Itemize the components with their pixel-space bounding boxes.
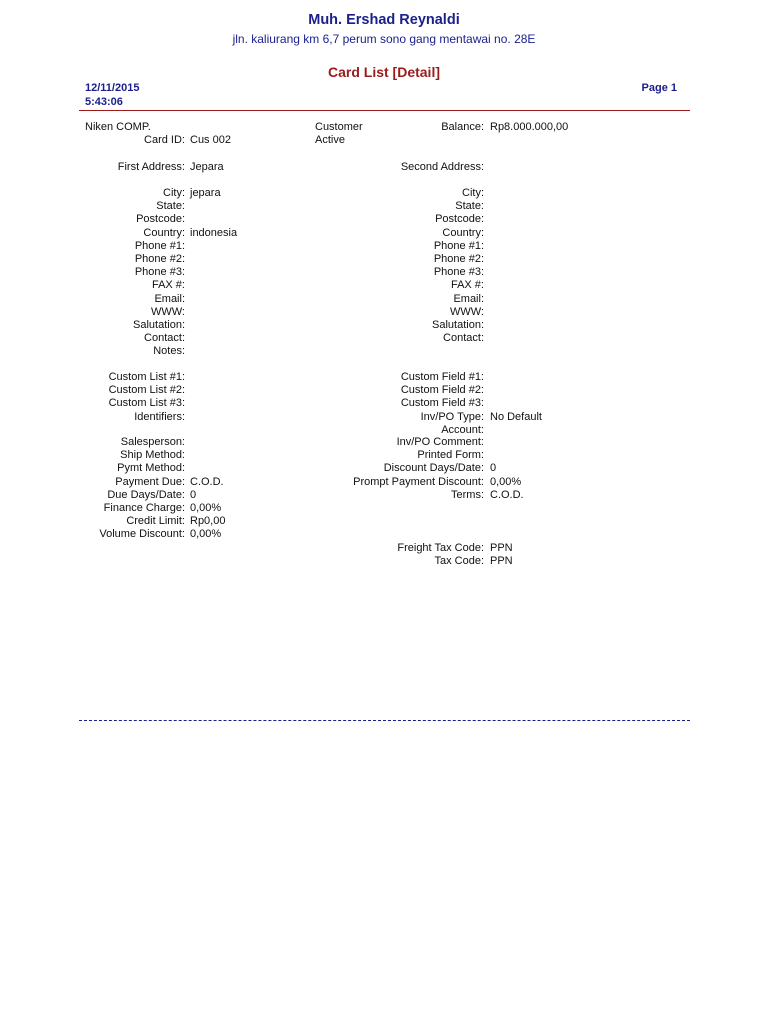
company-address: jln. kaliurang km 6,7 perum sono gang mentawai no. 28E: [232, 32, 536, 46]
terms-printed-form-label: Printed Form:: [417, 449, 484, 462]
terms-payment-due-value: C.O.D.: [190, 475, 224, 488]
header-divider: [79, 110, 690, 111]
report-date: 12/11/2015: [85, 82, 140, 94]
custom-custom-field-3-label: Custom Field #3:: [400, 397, 484, 410]
terms-terms-label: Terms:: [451, 488, 484, 501]
second-address-country-label: Country:: [442, 226, 484, 239]
terms-prompt-payment-discount-label: Prompt Payment Discount:: [353, 475, 484, 488]
custom-inv-po-type-value: No Default: [490, 410, 542, 423]
first-address-state-label: State:: [156, 200, 185, 213]
first-address-phone-1-label: Phone #1:: [134, 239, 185, 252]
first-address-notes-label: Notes:: [153, 345, 185, 358]
first-address-salutation-label: Salutation:: [133, 319, 185, 331]
custom-custom-field-1-label: Custom Field #1:: [400, 371, 484, 383]
tax-freight-tax-code-value: PPN: [490, 542, 513, 554]
first-address-phone-2-label: Phone #2:: [134, 253, 185, 265]
first-address-contact-label: Contact:: [144, 332, 185, 345]
first-address-fax-label: FAX #:: [151, 279, 185, 292]
terms-pymt-method-label: Pymt Method:: [117, 462, 185, 475]
page-number: Page 1: [641, 82, 677, 94]
first-address-country-value: indonesia: [190, 226, 238, 239]
terms-prompt-payment-discount-value: 0,00%: [490, 475, 522, 488]
second-address-state-label: State:: [455, 200, 484, 213]
terms-due-days-date-label: Due Days/Date:: [107, 488, 185, 501]
second-address-www-label: WWW:: [449, 305, 484, 318]
first-address-www-label: WWW:: [150, 305, 185, 318]
card-type: Customer: [315, 121, 363, 133]
second-address-phone-1-label: Phone #1:: [433, 239, 484, 252]
custom-inv-po-type-label: Inv/PO Type:: [420, 410, 484, 423]
second-address-fax-label: FAX #:: [450, 279, 484, 292]
card-name: Niken COMP.: [85, 121, 151, 133]
terms-terms-value: C.O.D.: [490, 488, 524, 501]
custom-identifiers-label: Identifiers:: [134, 410, 185, 423]
balance-label: Balance:: [441, 121, 484, 133]
tax-tax-code-value: PPN: [490, 555, 513, 568]
first-address-postcode-label: Postcode:: [136, 213, 185, 226]
second-address-salutation-label: Salutation:: [432, 319, 484, 331]
first-address-country-label: Country:: [143, 226, 185, 239]
footer-divider: [79, 720, 690, 721]
report-datetime: [85, 82, 139, 109]
terms-salesperson-label: Salesperson:: [120, 436, 185, 448]
terms-due-days-date-value: 0: [190, 488, 197, 501]
terms-volume-discount-label: Volume Discount:: [99, 528, 185, 541]
terms-inv-po-comment-label: Inv/PO Comment:: [396, 436, 484, 448]
first-address-label: First Address:: [117, 161, 185, 173]
terms-finance-charge-label: Finance Charge:: [103, 502, 185, 514]
terms-discount-days-date-label: Discount Days/Date:: [383, 462, 484, 475]
terms-payment-due-label: Payment Due:: [115, 475, 185, 488]
custom-custom-list-3-label: Custom List #3:: [108, 397, 185, 410]
terms-discount-days-date-value: 0: [490, 462, 497, 475]
first-address-city-value: jepara: [190, 187, 221, 199]
first-address-email-label: Email:: [154, 292, 185, 305]
card-id-label: Card ID:: [144, 134, 185, 146]
card-status: Active: [315, 134, 345, 146]
second-address-phone-2-label: Phone #2:: [433, 253, 484, 265]
second-address-phone-3-label: Phone #3:: [433, 266, 484, 279]
report-title: Card List [Detail]: [327, 64, 440, 80]
custom-custom-list-2-label: Custom List #2:: [108, 384, 185, 397]
terms-credit-limit-label: Credit Limit:: [126, 515, 185, 528]
first-address-city-label: City:: [163, 187, 185, 199]
balance-value: Rp8.000.000,00: [490, 121, 569, 133]
second-address-email-label: Email:: [453, 292, 484, 305]
second-address-city-label: City:: [462, 187, 484, 199]
terms-volume-discount-value: 0,00%: [190, 528, 222, 541]
second-address-label: Second Address:: [400, 161, 484, 173]
terms-finance-charge-value: 0,00%: [190, 502, 222, 514]
first-address-value: Jepara: [190, 161, 224, 173]
card-id-value: Cus 002: [190, 134, 231, 146]
custom-custom-field-2-label: Custom Field #2:: [400, 384, 484, 397]
first-address-phone-3-label: Phone #3:: [134, 266, 185, 279]
custom-account-label: Account:: [441, 423, 484, 436]
tax-tax-code-label: Tax Code:: [434, 555, 484, 568]
terms-credit-limit-value: Rp0,00: [190, 515, 226, 528]
custom-custom-list-1-label: Custom List #1:: [108, 371, 185, 383]
company-name: Muh. Ershad Reynaldi: [308, 12, 460, 28]
terms-ship-method-label: Ship Method:: [120, 449, 185, 462]
second-address-contact-label: Contact:: [443, 332, 484, 345]
report-time: 5:43:06: [85, 95, 123, 108]
tax-freight-tax-code-label: Freight Tax Code:: [397, 542, 484, 554]
second-address-postcode-label: Postcode:: [435, 213, 484, 226]
